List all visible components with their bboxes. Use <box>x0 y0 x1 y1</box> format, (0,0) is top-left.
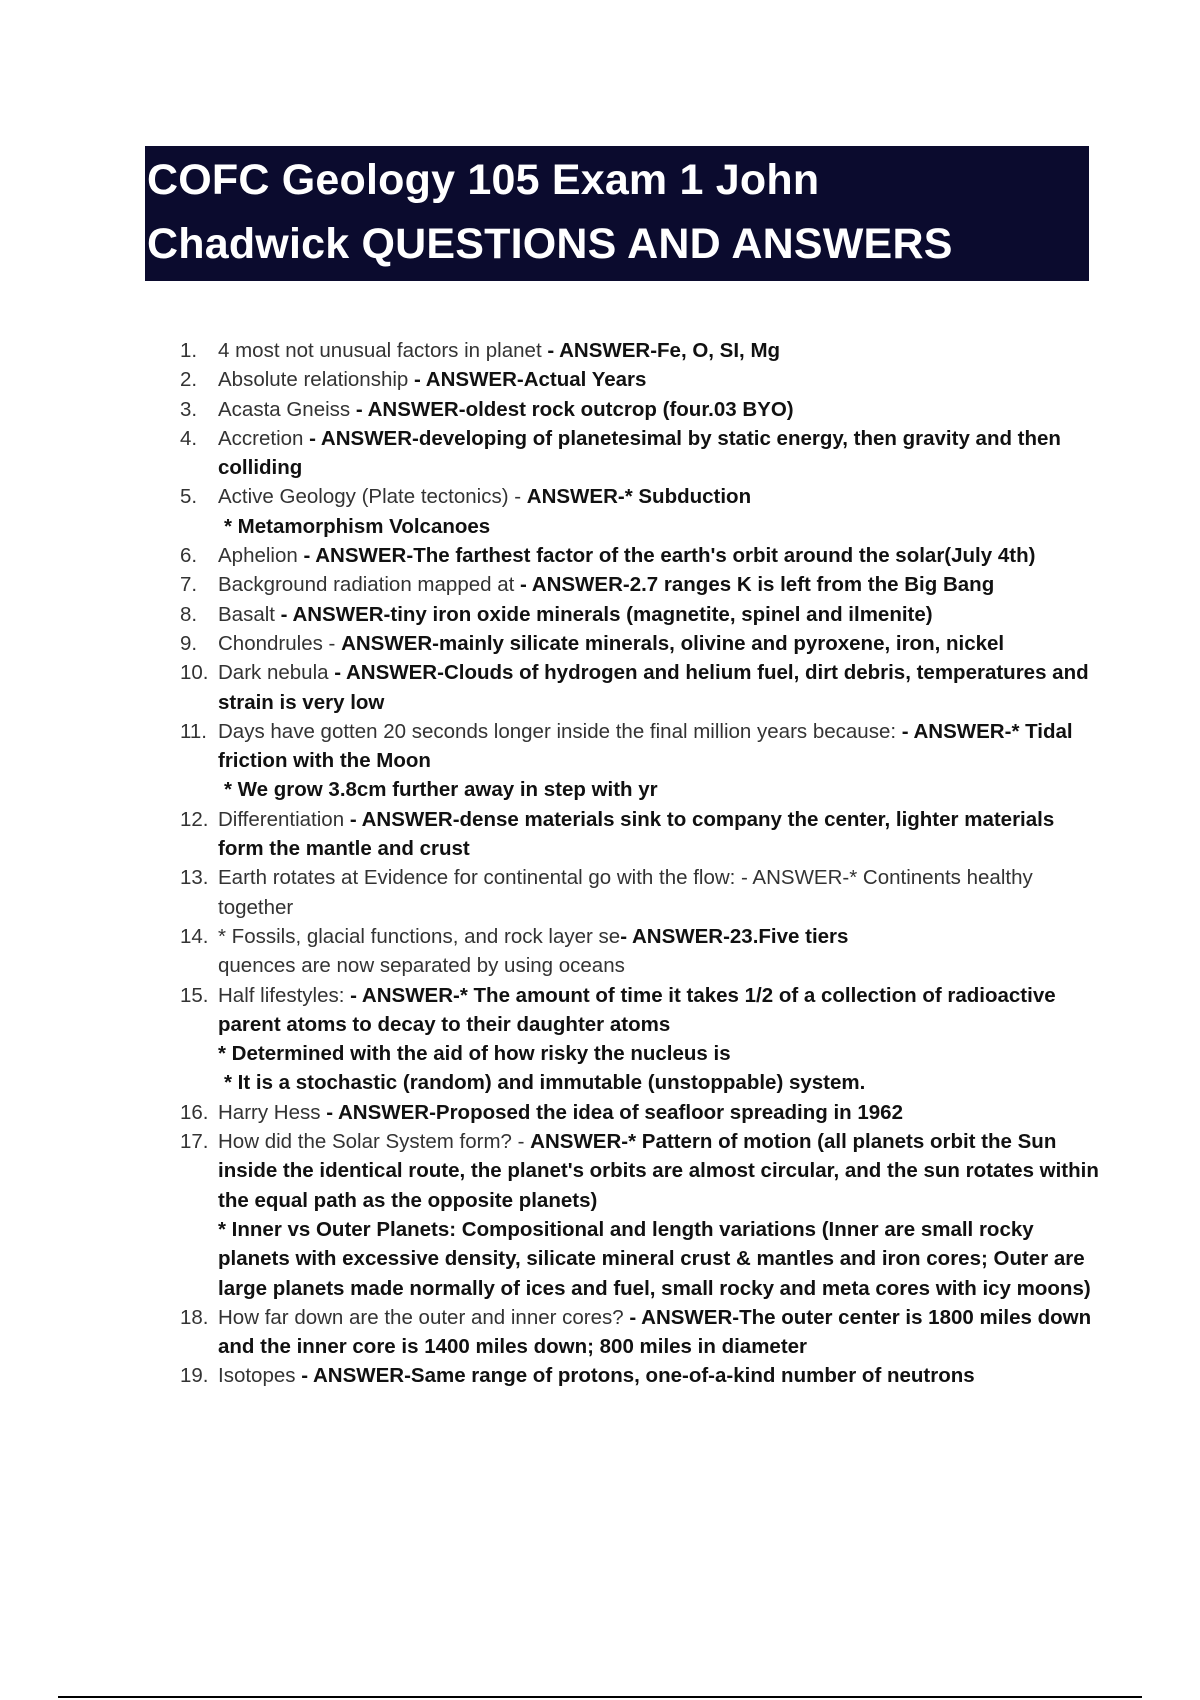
qa-item-7 <box>180 570 1100 599</box>
question: Days have gotten 20 seconds longer inside the final million years because: <box>218 719 897 743</box>
qa-item-3 <box>180 395 1100 424</box>
answer: - ANSWER-Same range of protons, one-of-a-kind number of neutrons <box>295 1364 975 1388</box>
document-title <box>147 148 1089 276</box>
qa-item-4 <box>180 424 1100 483</box>
item-number: 16. <box>180 1100 209 1124</box>
answer: - ANSWER-Clouds of hydrogen and helium fuel, dirt debris, temperatures and strain is very low <box>218 661 1089 714</box>
answer-continuation: * Metamorphism Volcanoes <box>224 514 491 538</box>
qa-item-14 <box>180 922 1100 981</box>
question: Acasta Gneiss <box>218 397 351 421</box>
item-number: 15. <box>180 983 209 1007</box>
item-number: 4. <box>180 426 198 450</box>
answer: - ANSWER-Proposed the idea of seafloor spreading in 1962 <box>320 1100 903 1124</box>
question: Half lifestyles: <box>218 983 345 1007</box>
item-number: 19. <box>180 1364 209 1388</box>
item-number: 3. <box>180 397 198 421</box>
question: * Fossils, glacial functions, and rock layer se <box>218 924 621 948</box>
answer: - ANSWER-* The amount of time it takes 1/2 of a collection of radioactive parent atoms to decay to their daughter atoms <box>218 983 1056 1036</box>
qa-item-1 <box>180 336 1100 365</box>
qa-item-6 <box>180 541 1100 570</box>
answer: ANSWER-* Subduction <box>526 485 752 509</box>
question: Aphelion <box>218 544 298 568</box>
question: Basalt <box>218 602 275 626</box>
answer: ANSWER-* Pattern of motion (all planets orbit the Sun inside the identical route, the planet's orbits are almost circular, and the sun rotates within the equal path as the opposite planets) <box>218 1130 1099 1212</box>
qa-item-18 <box>180 1303 1100 1362</box>
question: 4 most not unusual factors in planet <box>218 339 542 362</box>
title-line-1: COFC Geology 105 Exam 1 John <box>147 156 820 204</box>
qa-item-10 <box>180 658 1100 717</box>
item-number: 17. <box>180 1130 209 1154</box>
answer-continuation-2: * It is a stochastic (random) and immutable (unstoppable) system. <box>224 1071 866 1095</box>
question: How did the Solar System form? - <box>218 1130 531 1154</box>
item-number: 8. <box>180 602 198 626</box>
answer: ANSWER-mainly silicate minerals, olivine and pyroxene, iron, nickel <box>341 631 1005 655</box>
qa-item-13 <box>180 863 1100 922</box>
title-banner <box>145 146 1089 281</box>
question: Isotopes <box>218 1364 296 1388</box>
qa-item-11 <box>180 717 1100 805</box>
answer: - ANSWER-Fe, O, SI, Mg <box>541 339 781 362</box>
qa-item-15 <box>180 981 1100 1098</box>
qa-item-17 <box>180 1127 1100 1303</box>
item-number: 13. <box>180 866 209 890</box>
answer-continuation: * Determined with the aid of how risky the nucleus is <box>218 1042 731 1066</box>
item-number: 12. <box>180 807 209 831</box>
answer: - ANSWER-The farthest factor of the earth's orbit around the solar(July 4th) <box>297 544 1036 568</box>
item-number: 6. <box>180 544 198 568</box>
answer: - ANSWER-* Tidal friction with the Moon <box>218 719 1073 773</box>
question: Earth rotates at Evidence for continental go with the flow: - ANSWER-* Continents healthy together <box>218 866 1033 919</box>
question: How far down are the outer and inner cores? <box>218 1305 624 1329</box>
qa-list <box>180 336 1100 1391</box>
item-number: 5. <box>180 485 198 509</box>
answer-continuation: * We grow 3.8cm further away in step with yr <box>224 778 658 802</box>
question: Accretion <box>218 426 304 450</box>
item-number: 18. <box>180 1305 209 1329</box>
qa-item-16 <box>180 1098 1100 1127</box>
item-number: 11. <box>180 719 207 743</box>
question: Absolute relationship <box>218 368 409 392</box>
answer: - ANSWER-The outer center is 1800 miles down and the inner core is 1400 miles down; 800 miles in diameter <box>218 1305 1092 1359</box>
item-number: 1. <box>180 339 198 362</box>
item-number: 2. <box>180 368 198 392</box>
footer-divider <box>58 1696 1142 1698</box>
question: Dark nebula <box>218 661 329 685</box>
qa-item-12 <box>180 805 1100 864</box>
qa-item-8 <box>180 600 1100 629</box>
answer: - ANSWER-tiny iron oxide minerals (magnetite, spinel and ilmenite) <box>274 602 933 626</box>
answer: - ANSWER-dense materials sink to company the center, lighter materials form the mantle and crust <box>218 807 1055 861</box>
qa-item-19 <box>180 1361 1100 1390</box>
answer: - ANSWER-2.7 ranges K is left from the Big Bang <box>514 573 995 597</box>
item-number: 7. <box>180 573 198 597</box>
question: Background radiation mapped at <box>218 573 515 597</box>
item-number: 10. <box>180 661 209 685</box>
question: Harry Hess <box>218 1100 321 1124</box>
answer-continuation: * Inner vs Outer Planets: Compositional and length variations (Inner are small rocky planets with excessive density, silicate mineral crust & mantles and iron cores; Outer are large planets made normally of ices and fuel, small rocky and meta cores with icy moons) <box>218 1217 1091 1300</box>
answer: - ANSWER-oldest rock outcrop (four.03 BYO) <box>350 397 794 421</box>
qa-item-5 <box>180 482 1100 541</box>
question: Active Geology (Plate tectonics) - <box>218 485 527 509</box>
qa-item-2 <box>180 365 1100 394</box>
question-continuation: quences are now separated by using oceans <box>218 954 625 978</box>
qa-item-9 <box>180 629 1100 658</box>
title-line-2: Chadwick QUESTIONS AND ANSWERS <box>147 220 953 268</box>
answer: - ANSWER-23.Five tiers <box>620 924 849 948</box>
item-number: 9. <box>180 631 198 655</box>
question: Differentiation <box>218 807 345 831</box>
item-number: 14. <box>180 924 209 948</box>
question: Chondrules - <box>218 631 342 655</box>
answer: - ANSWER-Actual Years <box>408 368 647 392</box>
answer: - ANSWER-developing of planetesimal by static energy, then gravity and then colliding <box>218 426 1061 480</box>
